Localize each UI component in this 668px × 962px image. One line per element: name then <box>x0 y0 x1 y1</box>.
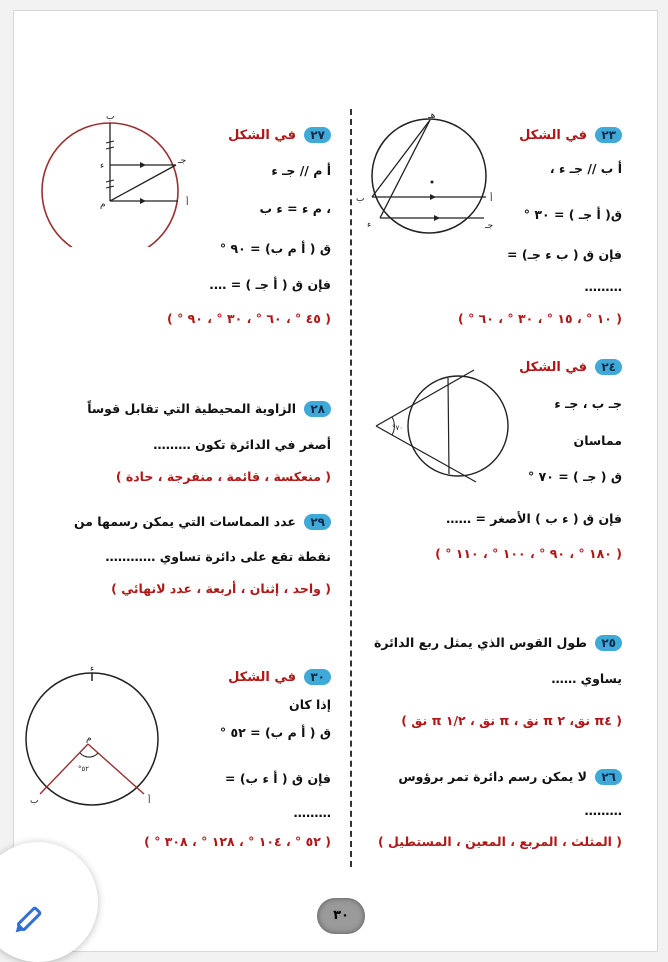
q25-line2: يساوي …… <box>551 671 622 686</box>
q30-line2: ق ( أ م ب) = ٥٢ ° <box>219 725 331 740</box>
q30-line3: فإن ق ( أ ء ب) = <box>225 771 331 786</box>
q26-number: ٢٦ <box>595 769 622 785</box>
q30-figure <box>16 661 176 811</box>
q29-line2: نقطة تقع على دائرة تساوي ………… <box>105 549 331 564</box>
q26-line1 <box>398 769 622 785</box>
q29-text: عدد المماسات التي يمكن رسمها من <box>73 514 296 529</box>
q27-label: في الشكل <box>228 128 296 143</box>
q23-number: ٢٣ <box>595 127 622 143</box>
svg-text:م: م <box>100 200 106 210</box>
q24-figure <box>364 366 514 486</box>
q24-header <box>519 359 622 375</box>
q25-text: طول القوس الذي يمثل ربع الدائرة <box>373 635 587 650</box>
q27-line1: أ م // جـ ء <box>271 163 331 178</box>
worksheet-page <box>13 10 658 952</box>
svg-text:جـ: جـ <box>485 221 494 231</box>
q23-line3: فإن ق ( ب ء جـ) = <box>507 247 622 262</box>
svg-text:ء: ء <box>90 664 95 674</box>
q23-header <box>519 127 622 143</box>
q30-number: ٣٠ <box>304 669 331 685</box>
svg-text:أ: أ <box>490 194 493 204</box>
q27-line3: ق ( أ م ب) = ٩٠ ° <box>219 241 331 256</box>
svg-text:°٧٠: °٧٠ <box>392 424 404 432</box>
q25-number: ٢٥ <box>595 635 622 651</box>
q24-line1: جـ ب ، جـ ء <box>554 396 622 411</box>
svg-text:°٥٢: °٥٢ <box>78 765 90 773</box>
q29-options: ( واحد ، إثنان ، أربعة ، عدد لانهائي ) <box>111 581 331 596</box>
q30-options: ( ٥٢ ° ، ١٠٤ ° ، ١٢٨ ° ، ٣٠٨ ° ) <box>144 834 331 849</box>
svg-text:ب: ب <box>356 194 365 204</box>
q26-text: لا يمكن رسم دائرة تمر برؤوس <box>398 769 587 784</box>
q24-label: في الشكل <box>519 360 587 375</box>
q27-figure <box>26 107 206 247</box>
svg-text:أ: أ <box>186 198 189 208</box>
q30-dots: ……… <box>293 805 331 820</box>
q27-line2: ، م ء = ء ب <box>259 201 331 216</box>
q23-line1: أ ب // جـ ء ، <box>549 161 622 176</box>
q23-figure <box>352 106 512 241</box>
q25-options: ( π٤ نق، ٢ π نق ، π نق ، ١/٢ π نق ) <box>401 713 622 728</box>
svg-text:أ: أ <box>148 796 151 806</box>
q30-line1: إذا كان <box>289 697 331 712</box>
q30-label: في الشكل <box>228 670 296 685</box>
svg-text:ب: ب <box>30 796 39 806</box>
q28-line1 <box>87 401 331 417</box>
q28-text: الزاوية المحيطية التي تقابل قوساً <box>87 401 296 416</box>
page-number: ٣٠ <box>317 898 365 934</box>
svg-text:هـ: هـ <box>428 111 436 121</box>
q27-number: ٢٧ <box>304 127 331 143</box>
q27-line4: فإن ق ( أ جـ ) = …. <box>209 277 331 292</box>
q24-line2: مماسان <box>573 433 622 448</box>
q24-options: ( ١٨٠ ° ، ٩٠ ° ، ١٠٠ ° ، ١١٠ ° ) <box>435 546 622 561</box>
q26-dots: ……… <box>584 803 622 818</box>
q24-number: ٢٤ <box>595 359 622 375</box>
q28-number: ٢٨ <box>304 401 331 417</box>
q24-line4: فإن ق ( ء ب ) الأصغر = …… <box>446 511 622 526</box>
svg-text:ب: ب <box>106 112 115 122</box>
q25-line1 <box>374 635 622 651</box>
svg-text:م: م <box>86 734 92 744</box>
svg-text:جـ: جـ <box>178 156 187 166</box>
q26-options: ( المثلث ، المربع ، المعين ، المستطيل ) <box>377 834 622 849</box>
q28-options: ( منعكسة ، قائمة ، منفرجة ، حادة ) <box>115 469 331 484</box>
svg-text:ء: ء <box>100 161 105 171</box>
q24-line3: ق ( جـ ) = ٧٠ ° <box>528 469 622 484</box>
pencil-icon <box>10 904 44 938</box>
q29-number: ٢٩ <box>304 514 331 530</box>
q23-label: في الشكل <box>519 128 587 143</box>
q23-options: ( ١٠ ° ، ١٥ ° ، ٣٠ ° ، ٦٠ ° ) <box>458 311 622 326</box>
q30-header <box>228 669 331 685</box>
svg-text:ء: ء <box>367 220 372 230</box>
q23-dots: ……… <box>584 279 622 294</box>
q23-line2: ق( أ جـ ) = ٣٠ ° <box>523 207 622 222</box>
q27-options: ( ٤٥ ° ، ٦٠ ° ، ٣٠ ° ، ٩٠ ° ) <box>167 311 331 326</box>
q28-line2: أصغر في الدائرة تكون ……… <box>153 437 331 452</box>
q27-header <box>228 127 331 143</box>
q29-line1 <box>74 514 331 530</box>
